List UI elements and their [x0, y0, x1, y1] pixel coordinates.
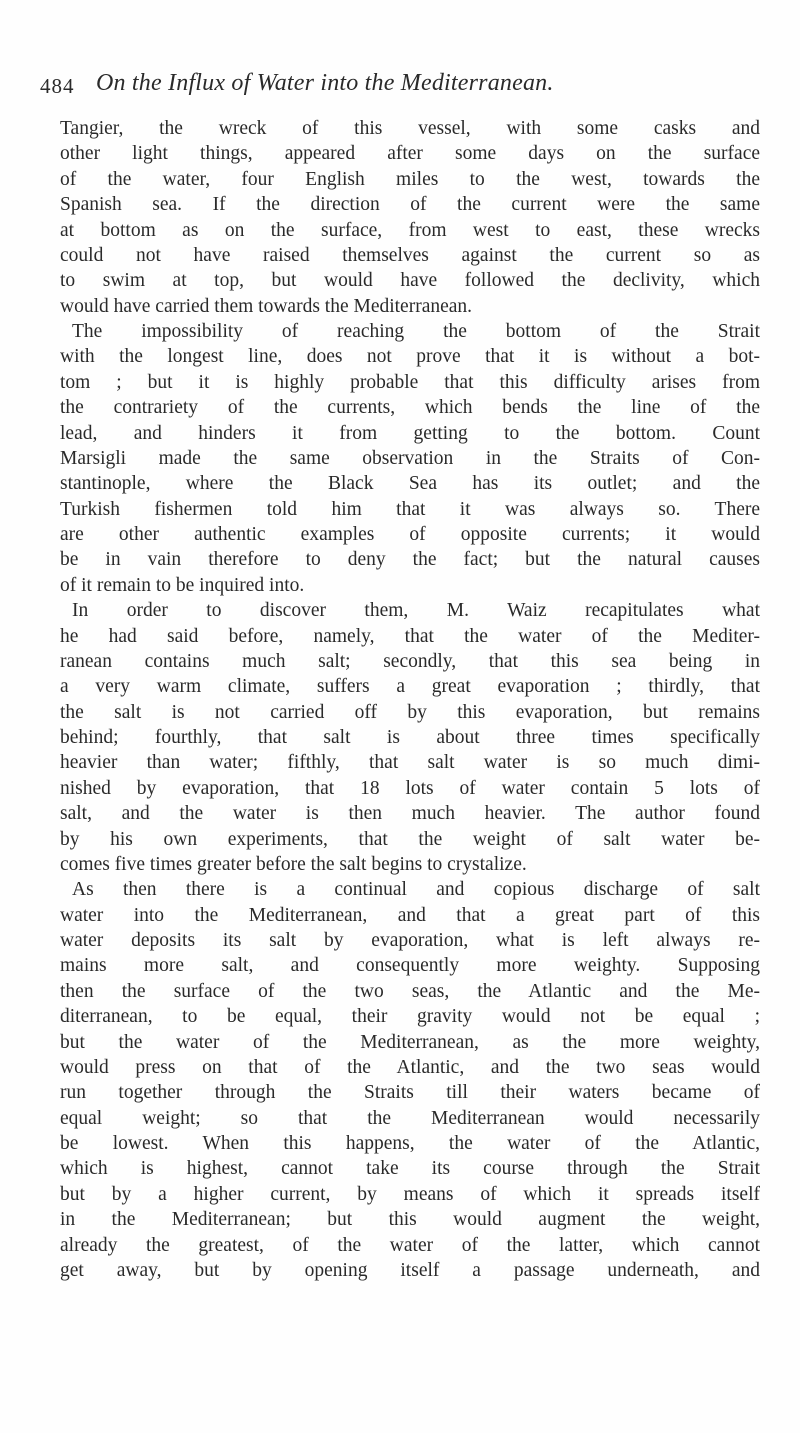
text-line: ranean contains much salt; secondly, that this sea being in — [60, 650, 760, 672]
body-text — [60, 116, 760, 1283]
text-line: As then there is a continual and copious discharge of salt — [72, 879, 760, 901]
text-line: get away, but by opening itself a passage underneath, and — [60, 1259, 760, 1281]
text-line: then the surface of the two seas, the Atlantic and the Me- — [60, 980, 760, 1002]
text-line: but by a higher current, by means of which it spreads itself — [60, 1183, 760, 1205]
text-line: but the water of the Mediterranean, as the more weighty, — [60, 1031, 760, 1053]
text-line: diterranean, to be equal, their gravity would not be equal ; — [60, 1006, 760, 1028]
text-line: would have carried them towards the Mediterranean. — [60, 295, 473, 317]
text-line: to swim at top, but would have followed the declivity, which — [60, 270, 760, 292]
text-line: Turkish fishermen told him that it was always so. There — [60, 498, 760, 520]
text-line: in the Mediterranean; but this would augment the weight, — [60, 1209, 760, 1231]
text-line: the contrariety of the currents, which bends the line of the — [60, 397, 760, 419]
text-line: he had said before, namely, that the water of the Mediter- — [60, 625, 760, 647]
text-line: of it remain to be inquired into. — [60, 574, 305, 596]
text-line: behind; fourthly, that salt is about three times specifically — [60, 727, 760, 748]
text-line: Spanish sea. If the direction of the current were the same — [60, 194, 760, 216]
text-line: could not have raised themselves against the current so as — [60, 244, 760, 266]
text-line: nished by evaporation, that 18 lots of water contain 5 lots of — [60, 777, 760, 799]
text-line: Marsigli made the same observation in the Straits of Con- — [60, 447, 760, 469]
text-line: equal weight; so that the Mediterranean would necessarily — [60, 1107, 760, 1129]
text-line: with the longest line, does not prove that it is without a bot- — [60, 346, 760, 368]
text-line: stantinople, where the Black Sea has its outlet; and the — [60, 473, 760, 495]
text-line: the salt is not carried off by this evaporation, but remains — [60, 701, 760, 723]
text-line: Tangier, the wreck of this vessel, with some casks and — [60, 118, 760, 139]
text-line: run together through the Straits till their waters became of — [60, 1082, 760, 1104]
text-line: The impossibility of reaching the bottom of the Strait — [72, 321, 760, 342]
text-line: which is highest, cannot take its course through the Strait — [60, 1158, 760, 1180]
text-line: a very warm climate, suffers a great evaporation ; thirdly, that — [60, 676, 760, 698]
text-line: water deposits its salt by evaporation, what is left always re- — [60, 930, 760, 951]
text-line: mains more salt, and consequently more weighty. Supposing — [60, 955, 760, 977]
text-line: heavier than water; fifthly, that salt water is so much dimi- — [60, 752, 760, 774]
text-line: by his own experiments, that the weight of salt water be- — [60, 828, 760, 850]
running-title: On the Influx of Water into the Mediterranean. — [96, 70, 554, 96]
page-header — [40, 70, 760, 106]
text-line: already the greatest, of the water of the latter, which cannot — [60, 1234, 760, 1256]
page-number: 484 — [40, 74, 75, 98]
text-line: salt, and the water is then much heavier. The author found — [60, 803, 760, 825]
text-line: of the water, four English miles to the west, towards the — [60, 168, 760, 190]
text-line: tom ; but it is highly probable that this difficulty arises from — [60, 371, 760, 393]
text-line: at bottom as on the surface, from west to east, these wrecks — [60, 219, 760, 241]
text-line: other light things, appeared after some days on the surface — [60, 143, 760, 165]
text-line: would press on that of the Atlantic, and the two seas would — [60, 1056, 760, 1078]
text-line: water into the Mediterranean, and that a great part of this — [60, 904, 760, 926]
text-line: be lowest. When this happens, the water of the Atlantic, — [60, 1133, 760, 1154]
text-line: are other authentic examples of opposite currents; it would — [60, 524, 760, 545]
text-line: In order to discover them, M. Waiz recapitulates what — [72, 600, 760, 622]
text-line: lead, and hinders it from getting to the bottom. Count — [60, 422, 760, 444]
text-line: comes five times greater before the salt begins to crystalize. — [60, 853, 527, 875]
text-line: be in vain therefore to deny the fact; but the natural causes — [60, 549, 760, 571]
